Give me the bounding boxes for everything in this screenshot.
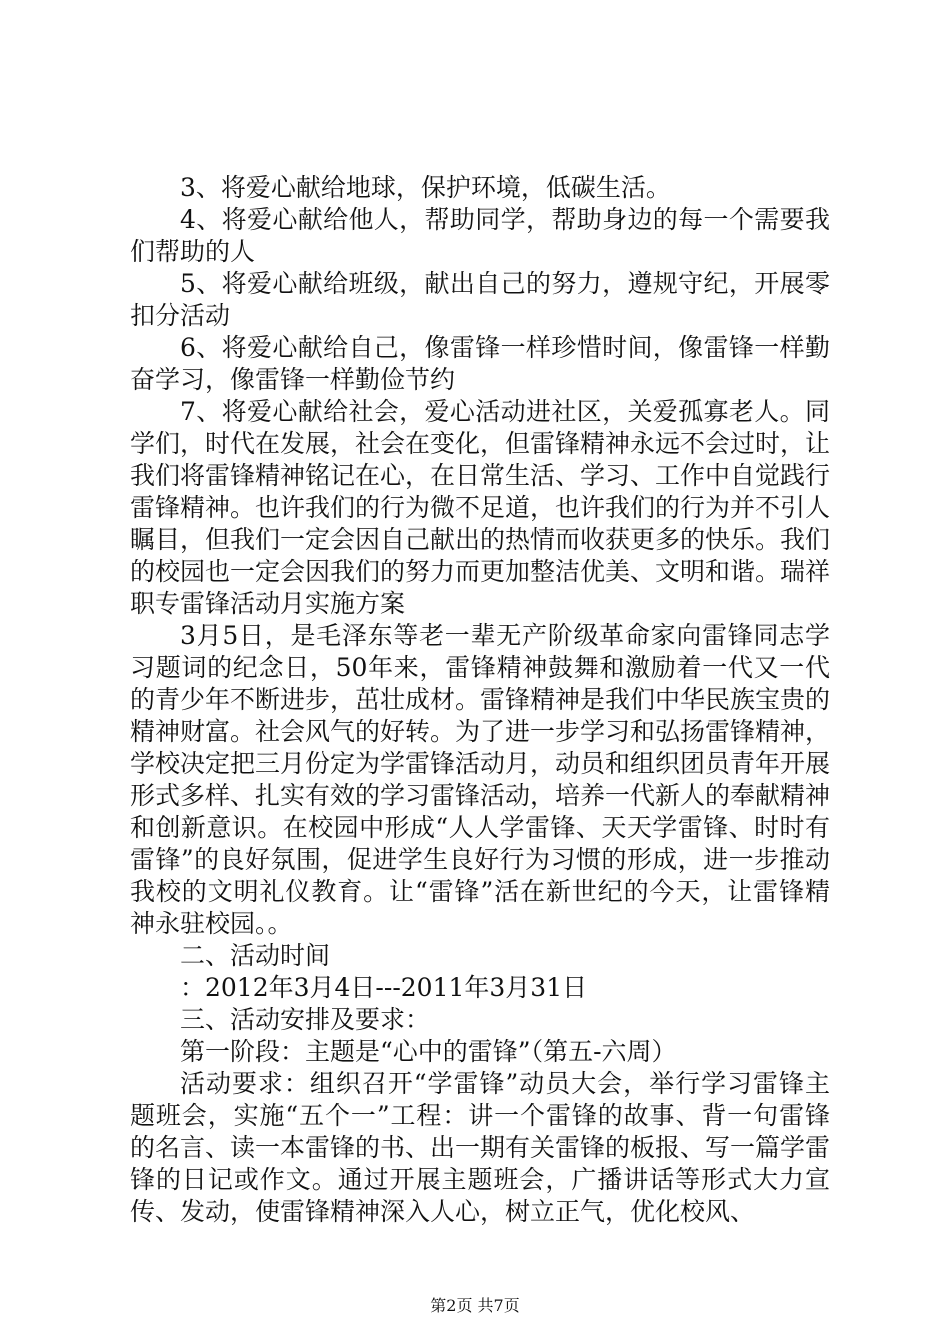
paragraph-6: 3月5日，是毛泽东等老一辈无产阶级革命家向雷锋同志学习题词的纪念日，50年来，雷锋精神鼓舞和激励着一代又一代的青少年不断进步，茁壮成材。雷锋精神是我们中华民族宝贵的精神财富。社会风气的好转。为了进一步学习和弘扬雷锋精神，学校决定把三月份定为学雷锋活动月，动员和组织团员青年开展形式多样、扎实有效的学习雷锋活动，培养一代新人的奉献精神和创新意识。在校园中形成“人人学雷锋、天天学雷锋、时时有雷锋”的良好氛围，促进学生良好行为习惯的形成，进一步推动我校的文明礼仪教育。让“雷锋”活在新世纪的今天，让雷锋精神永驻校园。。: [130, 621, 831, 938]
paragraph-4: 6、将爱心献给自己，像雷锋一样珍惜时间，像雷锋一样勤奋学习，像雷锋一样勤俭节约: [130, 333, 830, 394]
stage-one-heading: 第一阶段：主题是“心中的雷锋”（第五-六周）: [180, 1037, 677, 1066]
section-heading-arrangements: 三、活动安排及要求：: [180, 1005, 431, 1034]
paragraph-1: 3、将爱心献给地球，保护环境，低碳生活。: [180, 173, 671, 202]
activity-date-range: ：2012年3月4日---2011年3月31日: [180, 973, 588, 1002]
document-body: [130, 172, 830, 1228]
paragraph-3: 5、将爱心献给班级，献出自己的努力，遵规守纪，开展零扣分活动: [130, 269, 830, 330]
paragraph-activity-requirements: 活动要求：组织召开“学雷锋”动员大会，举行学习雷锋主题班会，实施“五个一”工程：讲一个雷锋的故事、背一句雷锋的名言、读一本雷锋的书、出一期有关雷锋的板报、写一篇学雷锋的日记或作文。通过开展主题班会，广播讲话等形式大力宣传、发动，使雷锋精神深入人心，树立正气，优化校风、: [130, 1069, 831, 1226]
page-footer: [0, 1296, 950, 1316]
page-number-label: 第2页 共7页: [430, 1296, 520, 1315]
section-heading-activity-time: 二、活动时间: [180, 941, 331, 970]
paragraph-2: 4、将爱心献给他人，帮助同学，帮助身边的每一个需要我们帮助的人: [130, 205, 830, 266]
paragraph-5: 7、将爱心献给社会，爱心活动进社区，关爱孤寡老人。同学们，时代在发展，社会在变化，但雷锋精神永远不会过时，让我们将雷锋精神铭记在心，在日常生活、学习、工作中自觉践行雷锋精神。也许我们的行为微不足道，也许我们的行为并不引人瞩目，但我们一定会因自己献出的热情而收获更多的快乐。我们的校园也一定会因我们的努力而更加整洁优美、文明和谐。瑞祥职专雷锋活动月实施方案: [130, 397, 831, 618]
